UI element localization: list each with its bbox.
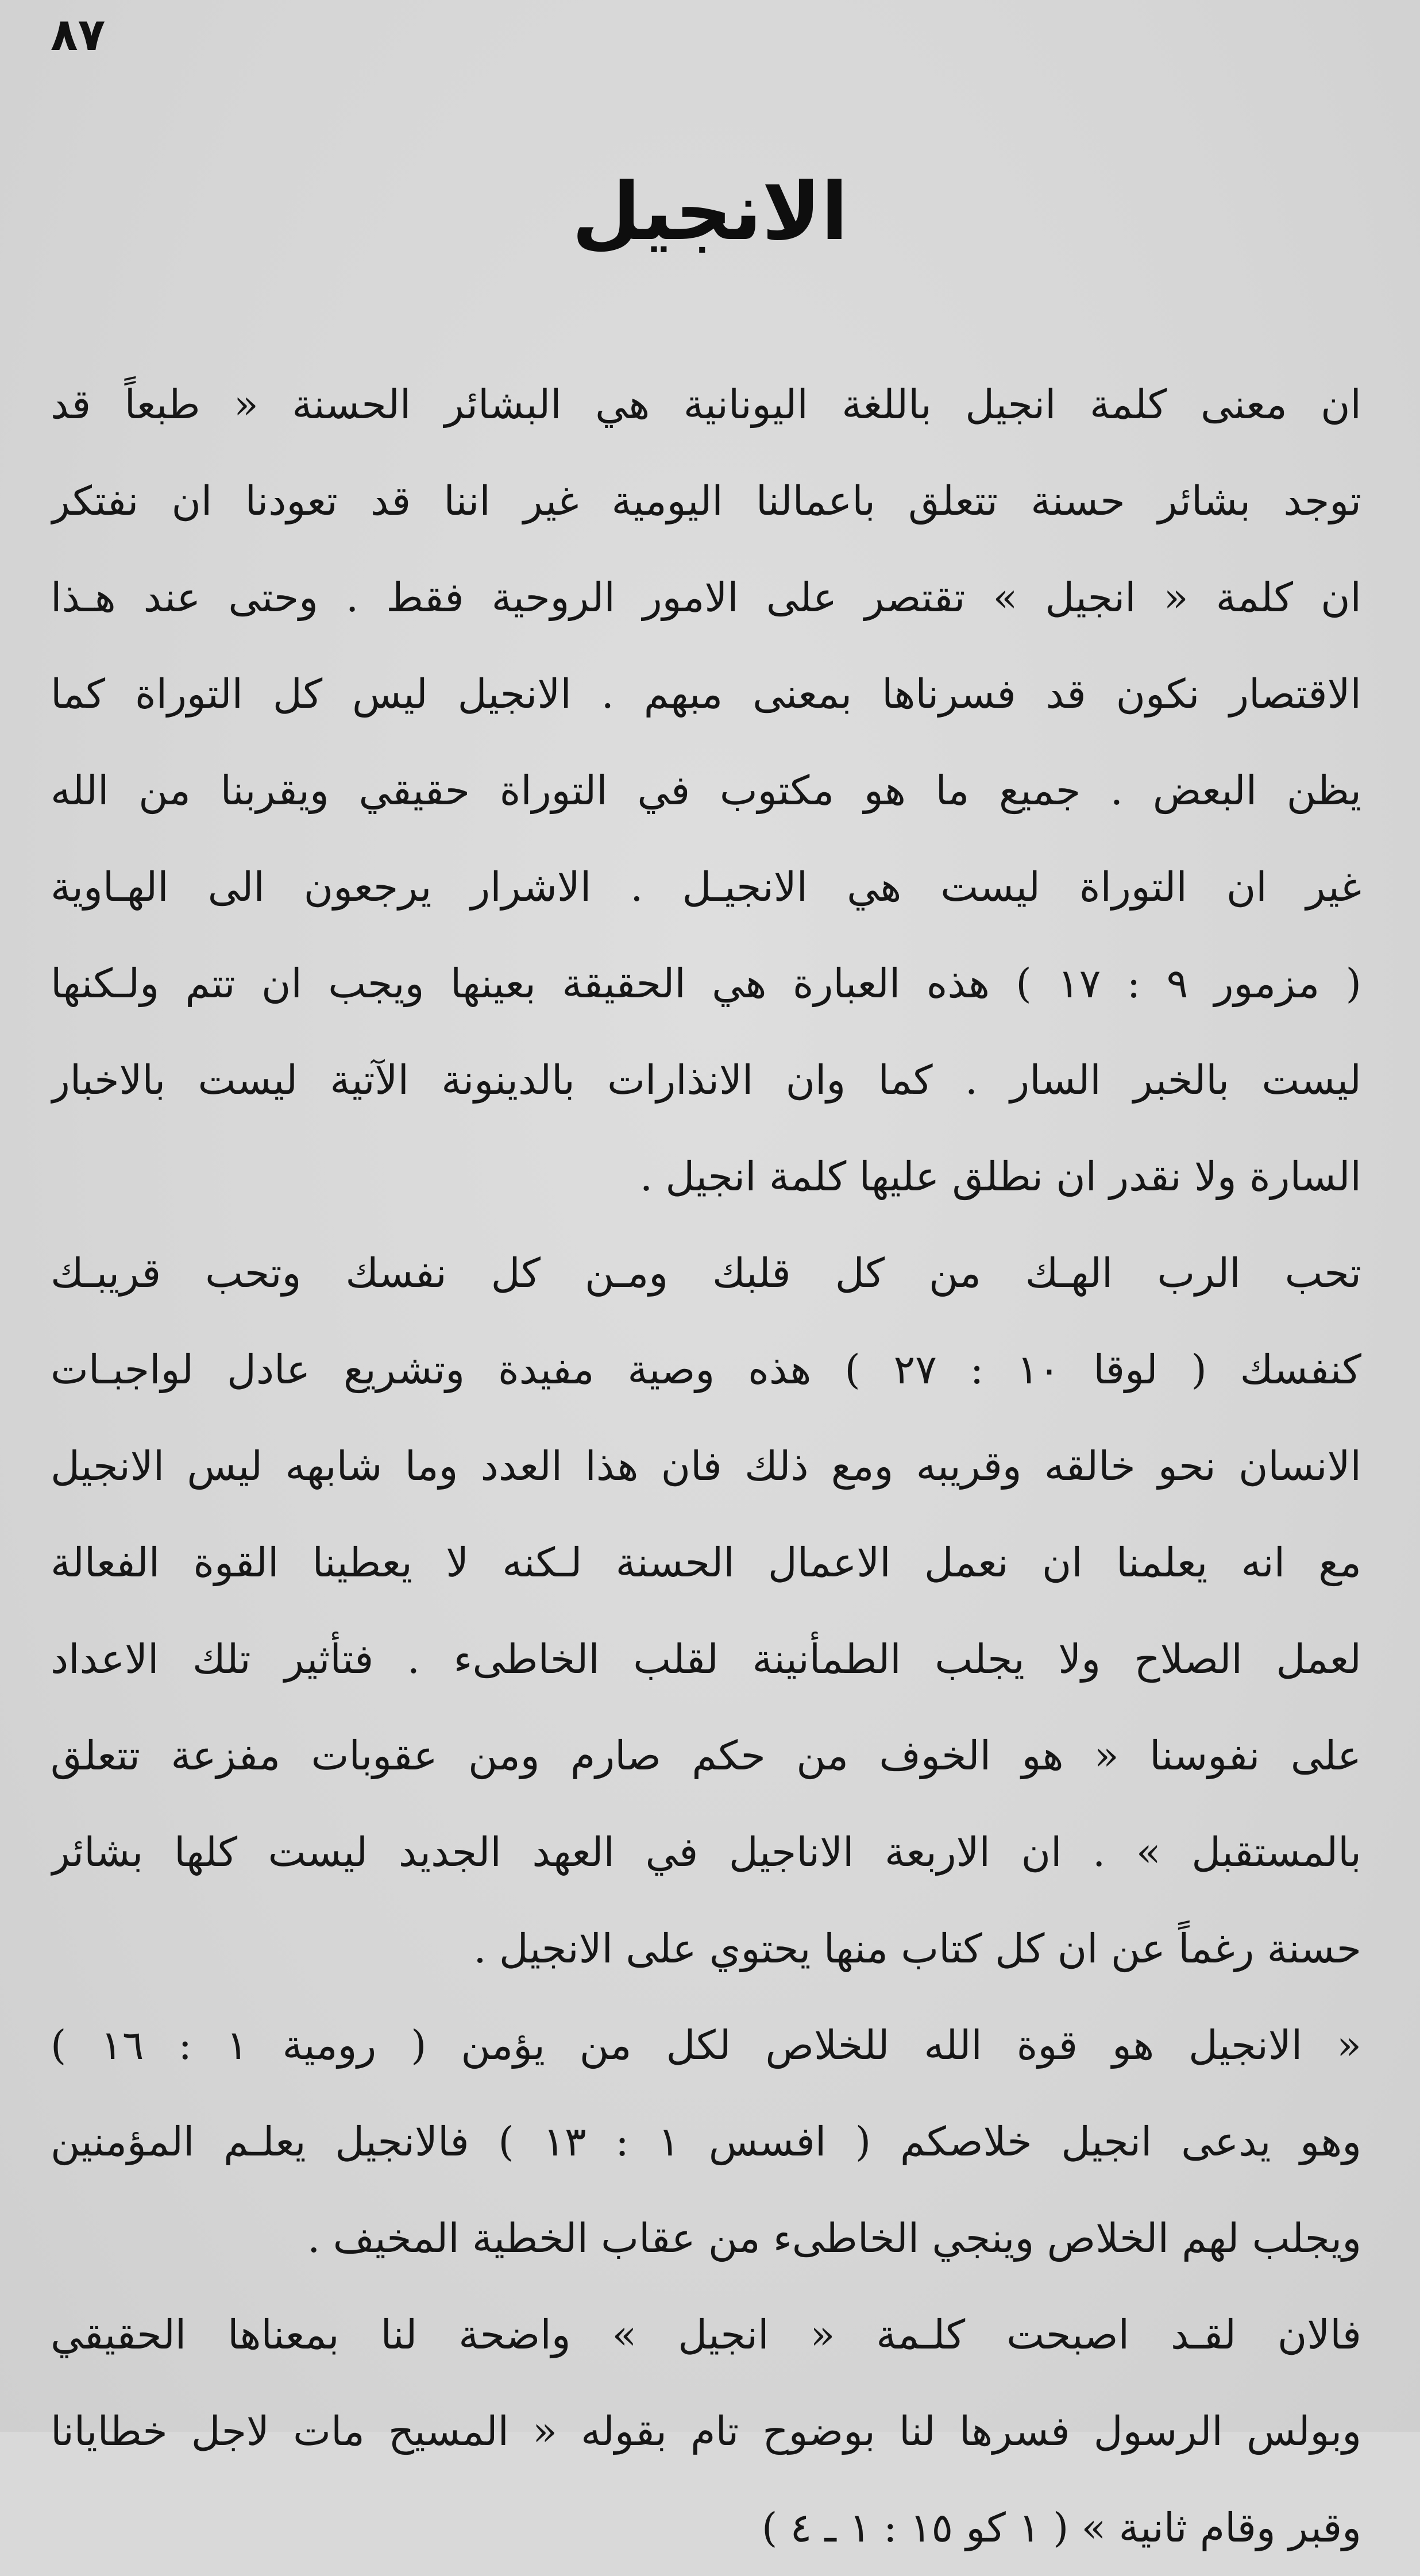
text-line: « الانجيل هو قوة الله للخلاص لكل من يؤمن ( رومية ١ : ١٦ ): [51, 2022, 1361, 2069]
body-text: [51, 356, 1361, 2576]
text-line: بالمستقبل » . ان الاربعة الاناجيل في العهد الجديد ليست كلها بشائر: [51, 1829, 1361, 1876]
text-line: توجد بشائر حسنة تتعلق باعمالنا اليومية غير اننا قد تعودنا ان نفتكر: [51, 477, 1361, 525]
paragraph-4: [51, 2286, 1361, 2576]
text-line: يظن البعض . جميع ما هو مكتوب في التوراة حقيقي ويقربنا من الله: [51, 767, 1361, 814]
paragraph-1: [51, 356, 1361, 1225]
text-line: وبولس الرسول فسرها لنا بوضوح تام بقوله « المسيح مات لاجل خطايانا: [51, 2408, 1361, 2455]
text-line: وقبر وقام ثانية » ( ١ كو ١٥ : ١ ـ ٤ ): [762, 2504, 1361, 2551]
text-line: وهو يدعى انجيل خلاصكم ( افسس ١ : ١٣ ) فالانجيل يعلـم المؤمنين: [51, 2118, 1361, 2165]
paragraph-3: [51, 1997, 1361, 2286]
text-line: ان معنى كلمة انجيل باللغة اليونانية هي البشائر الحسنة « طبعاً قد: [51, 381, 1361, 428]
text-line: تحب الرب الهـك من كل قلبك ومـن كل نفسك وتحب قريبـك: [51, 1250, 1361, 1297]
page-number: ٨٧: [51, 9, 106, 61]
text-line: مع انه يعلمنا ان نعمل الاعمال الحسنة لـكنه لا يعطينا القوة الفعالة: [51, 1539, 1361, 1586]
text-line: حسنة رغماً عن ان كل كتاب منها يحتوي على الانجيل .: [473, 1925, 1361, 1972]
text-line: فالان لقـد اصبحت كلـمة « انجيل » واضحة لنا بمعناها الحقيقي: [51, 2311, 1361, 2358]
text-line: الانسان نحو خالقه وقريبه ومع ذلك فان هذا العدد وما شابهه ليس الانجيل: [51, 1443, 1361, 1490]
text-line: الاقتصار نكون قد فسرناها بمعنى مبهم . الانجيل ليس كل التوراة كما: [51, 670, 1361, 718]
text-line: ليست بالخبر السار . كما وان الانذارات بالدينونة الآتية ليست بالاخبار: [51, 1056, 1361, 1104]
text-line: على نفوسنا « هو الخوف من حكم صارم ومن عقوبات مفزعة تتعلق: [51, 1732, 1361, 1779]
text-line: السارة ولا نقدر ان نطلق عليها كلمة انجيل .: [639, 1153, 1361, 1200]
text-line: ويجلب لهم الخلاص وينجي الخاطىء من عقاب الخطية المخيف .: [307, 2215, 1361, 2262]
text-line: ( مزمور ٩ : ١٧ ) هذه العبارة هي الحقيقة بعينها ويجب ان تتم ولـكنها: [51, 960, 1361, 1007]
text-line: لعمل الصلاح ولا يجلب الطمأنينة لقلب الخاطىء . فتأثير تلك الاعداد: [51, 1636, 1361, 1683]
paragraph-2: [51, 1225, 1361, 1997]
text-line: ان كلمة « انجيل » تقتصر على الامور الروحية فقط . وحتى عند هـذا: [51, 574, 1361, 621]
text-line: غير ان التوراة ليست هي الانجيـل . الاشرار يرجعون الى الهـاوية: [51, 863, 1361, 911]
text-line: كنفسك ( لوقا ١٠ : ٢٧ ) هذه وصية مفيدة وتشريع عادل لواجبـات: [51, 1346, 1361, 1393]
chapter-title: الانجيل: [572, 165, 848, 258]
